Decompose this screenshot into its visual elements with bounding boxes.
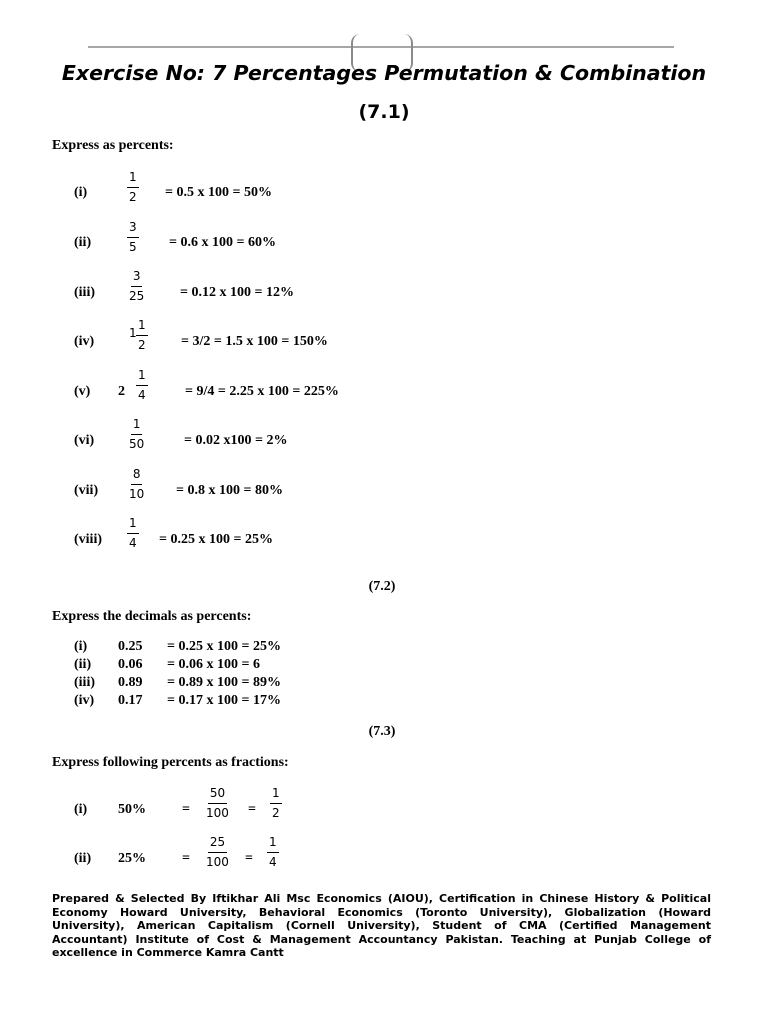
row-roman: (iii) (74, 285, 95, 300)
fraction (127, 269, 146, 304)
row-roman: (i) (74, 802, 88, 817)
fraction-numerator: 3 (127, 220, 139, 238)
row-roman: (iii) (74, 675, 95, 690)
fraction (127, 220, 139, 255)
row-roman: (vi) (74, 433, 95, 448)
row-equation: = 0.25 x 100 = 25% (167, 639, 281, 654)
fraction-numerator: 1 (131, 417, 143, 435)
row-roman: (v) (74, 384, 91, 399)
fraction-denominator: 25 (129, 289, 145, 303)
fraction-denominator: 4 (269, 855, 277, 869)
row-equation: = 0.25 x 100 = 25% (159, 532, 273, 547)
fraction (204, 786, 231, 821)
row-roman: (iv) (74, 334, 95, 349)
equals-sign: = (182, 802, 190, 817)
row-equation: = 3/2 = 1.5 x 100 = 150% (181, 334, 328, 349)
row-value: 0.25 (118, 639, 143, 654)
fraction (127, 516, 139, 551)
fraction-numerator: 50 (208, 786, 227, 804)
fraction-numerator: 1 (127, 170, 139, 188)
section-7-1-heading: Express as percents: (52, 138, 174, 153)
row-equation: = 0.5 x 100 = 50% (165, 185, 272, 200)
fraction-denominator: 2 (272, 806, 280, 820)
equals-sign: = (245, 851, 253, 866)
fraction-numerator: 1 (136, 368, 148, 386)
mixed-number-whole: 1 (129, 326, 137, 340)
fraction-denominator: 2 (129, 190, 137, 204)
fraction (270, 786, 282, 821)
row-value: 0.06 (118, 657, 143, 672)
page-title: Exercise No: 7 Percentages Permutation & Combination (61, 61, 707, 85)
row-value: 0.89 (118, 675, 143, 690)
row-roman: (iv) (74, 693, 95, 708)
row-equation: = 0.89 x 100 = 89% (167, 675, 281, 690)
fraction (204, 835, 231, 870)
row-roman: (ii) (74, 657, 92, 672)
fraction-denominator: 5 (129, 240, 137, 254)
fraction-denominator: 4 (129, 536, 137, 550)
row-equation: = 9/4 = 2.25 x 100 = 225% (185, 384, 339, 399)
section-7-3-label: (7.3) (368, 724, 396, 739)
section-7-3-heading: Express following percents as fractions: (52, 755, 289, 770)
row-equation: = 0.17 x 100 = 17% (167, 693, 281, 708)
mixed-number-whole: 2 (118, 384, 125, 399)
section-7-1-label: (7.1) (358, 101, 410, 123)
row-value: 50% (118, 802, 146, 817)
section-7-2-heading: Express the decimals as percents: (52, 609, 252, 624)
fraction (127, 417, 146, 452)
fraction-denominator: 2 (138, 338, 146, 352)
fraction-denominator: 50 (129, 437, 145, 451)
fraction-numerator: 8 (131, 467, 143, 485)
row-roman: (i) (74, 185, 88, 200)
fraction-numerator: 1 (127, 516, 139, 534)
fraction-denominator: 100 (206, 855, 229, 869)
row-roman: (vii) (74, 483, 99, 498)
fraction (136, 318, 148, 353)
equals-sign: = (182, 851, 190, 866)
fraction-denominator: 100 (206, 806, 229, 820)
row-roman: (i) (74, 639, 88, 654)
row-equation: = 0.12 x 100 = 12% (180, 285, 294, 300)
row-equation: = 0.02 x100 = 2% (184, 433, 288, 448)
row-value: 0.17 (118, 693, 143, 708)
fraction (267, 835, 279, 870)
equals-sign: = (248, 802, 256, 817)
fraction-numerator: 3 (131, 269, 143, 287)
row-roman: (viii) (74, 532, 102, 547)
fraction (127, 467, 146, 502)
fraction-numerator: 1 (270, 786, 282, 804)
row-equation: = 0.6 x 100 = 60% (169, 235, 276, 250)
row-equation: = 0.06 x 100 = 6 (167, 657, 260, 672)
fraction-denominator: 10 (129, 487, 145, 501)
row-equation: = 0.8 x 100 = 80% (176, 483, 283, 498)
fraction (136, 368, 148, 403)
row-value: 25% (118, 851, 146, 866)
row-roman: (ii) (74, 235, 92, 250)
fraction-numerator: 1 (136, 318, 148, 336)
fraction-denominator: 4 (138, 388, 146, 402)
section-7-2-label: (7.2) (368, 579, 396, 594)
fraction-numerator: 1 (267, 835, 279, 853)
row-roman: (ii) (74, 851, 92, 866)
fraction-numerator: 25 (208, 835, 227, 853)
fraction (127, 170, 139, 205)
author-footer: Prepared & Selected By Iftikhar Ali Msc Economics (AIOU), Certification in Chinese History & Political Economy Howard University, Behavioral Economics (Toronto University), Globalization (Howard University), American Capitalism (Cornell University), Student of CMA (Certified Management Accountant) Institute of Cost & Management Accountancy Pakistan. Teaching at Punjab College of excellence in Commerce Kamra Cantt (52, 892, 711, 960)
